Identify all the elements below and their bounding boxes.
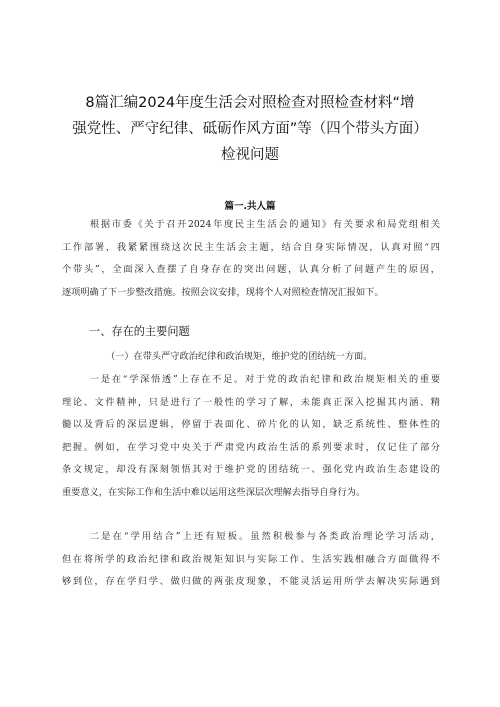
para1-line-1: 一是在“学深悟透”上存在不足。对于党的政治纪律和政治规矩相关的重要 xyxy=(90,374,440,385)
intro-line-3: 个带头”，全面深入查摆了自身存在的突出问题，认真分析了问题产生的原因， xyxy=(62,264,440,276)
paragraph-two xyxy=(62,526,440,594)
subheading-political-discipline: （一）在带头严守政治纪律和政治规矩，维护党的团结统一方面。 xyxy=(106,351,373,362)
title-line-3: 检视问题 xyxy=(221,147,279,163)
document-title xyxy=(60,90,440,168)
para2-line-1: 二是在“学用结合”上还有短板。虽然积极参与各类政治理论学习活动， xyxy=(90,531,440,542)
intro-line-4: 逐项明确了下一步整改措施。按照会议安排，现将个人对照检查情况汇报如下。 xyxy=(62,286,384,298)
intro-paragraph xyxy=(62,214,440,304)
para2-line-3: 够到位，存在学归学、做归做的两张皮现象，不能灵活运用所学去解决实际遇到 xyxy=(62,576,440,588)
para1-line-6: 重要意义，在实际工作和生活中难以运用这些深层次理解去指导自身行为。 xyxy=(62,486,366,498)
para1-line-3: 髓以及背后的深层逻辑，停留于表面化、碎片化的认知，缺乏系统性、整体性的 xyxy=(62,419,440,431)
heading-main-problems: 一、存在的主要问题 xyxy=(89,325,190,338)
section-heading: 篇一.共人篇 xyxy=(224,201,276,212)
title-line-2: 强党性、严守纪律、砥砺作风方面”等（四个带头方面） xyxy=(72,121,428,137)
para2-line-2: 但在将所学的政治纪律和政治规矩知识与实际工作、生活实践相融合方面做得不 xyxy=(62,553,440,565)
intro-line-2: 工作部署，我紧紧围绕这次民主生活会主题，结合自身实际情况，认真对照“四 xyxy=(62,241,440,253)
paragraph-one xyxy=(62,369,440,505)
intro-line-1: 根据市委《关于召开2024年度民主生活会的通知》有关要求和局党组相关 xyxy=(90,219,440,230)
para1-line-5: 条文规定，却没有深刻领悟其对于维护党的团结统一、强化党内政治生态建设的 xyxy=(62,464,440,476)
title-line-1: 8篇汇编2024年度生活会对照检查对照检查材料“增 xyxy=(85,95,415,111)
para1-line-2: 理论、文件精神，只是进行了一般性的学习了解，未能真正深入挖掘其内涵、精 xyxy=(62,396,440,408)
para1-line-4: 把握。例如，在学习党中央关于严肃党内政治生活的系列要求时，仅记住了部分 xyxy=(62,441,440,453)
